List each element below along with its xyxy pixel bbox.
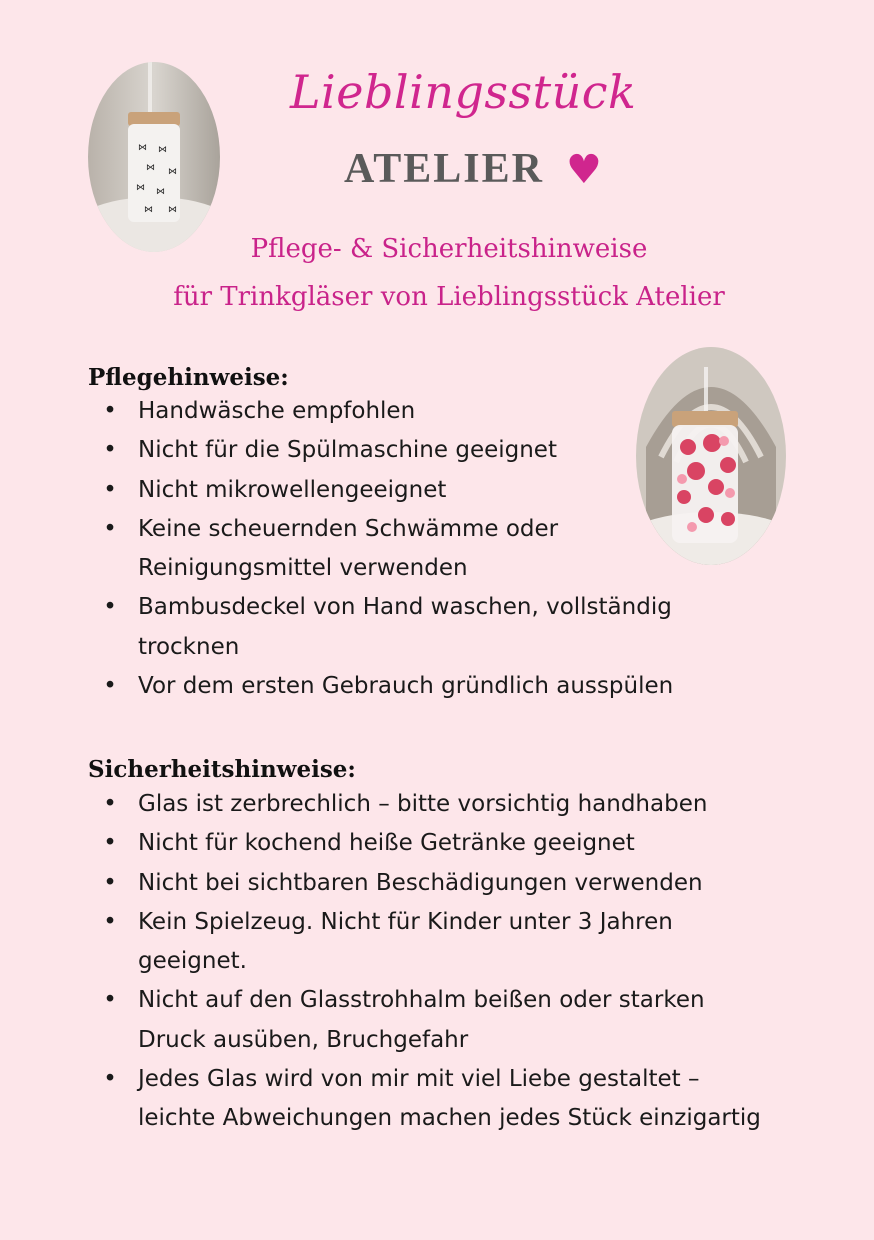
list-item-text: Nicht bei sichtbaren Beschädigungen verwenden [138, 869, 703, 896]
list-item-text: Nicht für die Spülmaschine geeignet [138, 437, 557, 464]
list-item [88, 785, 768, 824]
svg-text:⋈: ⋈ [138, 143, 147, 153]
bullet-icon: • [103, 1066, 117, 1093]
list-item [88, 824, 768, 863]
list-item [88, 864, 768, 903]
bullet-icon: • [103, 398, 117, 424]
list-item [88, 471, 728, 510]
svg-text:⋈: ⋈ [144, 205, 153, 215]
list-item-text: Nicht für kochend heiße Getränke geeignet [138, 830, 635, 857]
bullet-icon: • [103, 987, 117, 1014]
care-list [88, 392, 728, 706]
list-item [88, 510, 628, 589]
svg-text:⋈: ⋈ [168, 167, 177, 177]
bullet-icon: • [103, 830, 117, 857]
list-item-text: Keine scheuernden Schwämme oder Reinigungsmittel verwenden [138, 515, 559, 582]
glass-bows-photo [88, 62, 220, 252]
page-heading-line-2: für Trinkgläser von Lieblingsstück Atelier [173, 282, 725, 312]
heart-icon: ♥ [566, 147, 602, 193]
list-item [88, 588, 728, 667]
list-item-text: Bambusdeckel von Hand waschen, vollständig trocknen [138, 594, 672, 660]
bullet-icon: • [103, 515, 117, 542]
bullet-icon: • [103, 791, 117, 817]
list-item-text: Nicht mikrowellengeeignet [138, 476, 447, 503]
list-item-text: Jedes Glas wird von mir mit viel Liebe gestaltet – leichte Abweichungen machen jedes Stück einzigartig [138, 1066, 761, 1132]
care-section-title: Pflegehinweise: [88, 364, 289, 391]
glass-bows-image [88, 62, 220, 252]
bullet-icon: • [103, 673, 117, 700]
list-item [88, 667, 728, 706]
list-item-text: Vor dem ersten Gebrauch gründlich ausspülen [138, 673, 674, 700]
list-item-text: Handwäsche empfohlen [138, 398, 416, 424]
brand-sub-name: ATELIER [344, 146, 544, 192]
bullet-icon: • [103, 869, 117, 896]
list-item [88, 1060, 768, 1139]
list-item [88, 392, 728, 431]
bullet-icon: • [103, 908, 117, 935]
list-item [88, 981, 768, 1060]
svg-text:⋈: ⋈ [156, 187, 165, 197]
safety-section-title: Sicherheitshinweise: [88, 756, 356, 783]
list-item [88, 431, 728, 470]
page-heading-line-1: Pflege- & Sicherheitshinweise [250, 234, 648, 264]
list-item-text: Kein Spielzeug. Nicht für Kinder unter 3 Jahren geeignet. [138, 908, 673, 975]
list-item-text: Nicht auf den Glasstrohhalm beißen oder starken Druck ausüben, Bruchgefahr [138, 987, 705, 1053]
list-item-text: Glas ist zerbrechlich – bitte vorsichtig handhaben [138, 791, 708, 817]
bullet-icon: • [103, 476, 117, 503]
svg-text:⋈: ⋈ [136, 183, 145, 193]
svg-text:⋈: ⋈ [158, 145, 167, 155]
bullet-icon: • [103, 437, 117, 464]
brand-script-name: Lieblingsstück [290, 65, 637, 119]
safety-list [88, 785, 768, 1139]
svg-text:⋈: ⋈ [146, 163, 155, 173]
bullet-icon: • [103, 594, 117, 621]
svg-text:⋈: ⋈ [168, 205, 177, 215]
list-item [88, 903, 768, 982]
